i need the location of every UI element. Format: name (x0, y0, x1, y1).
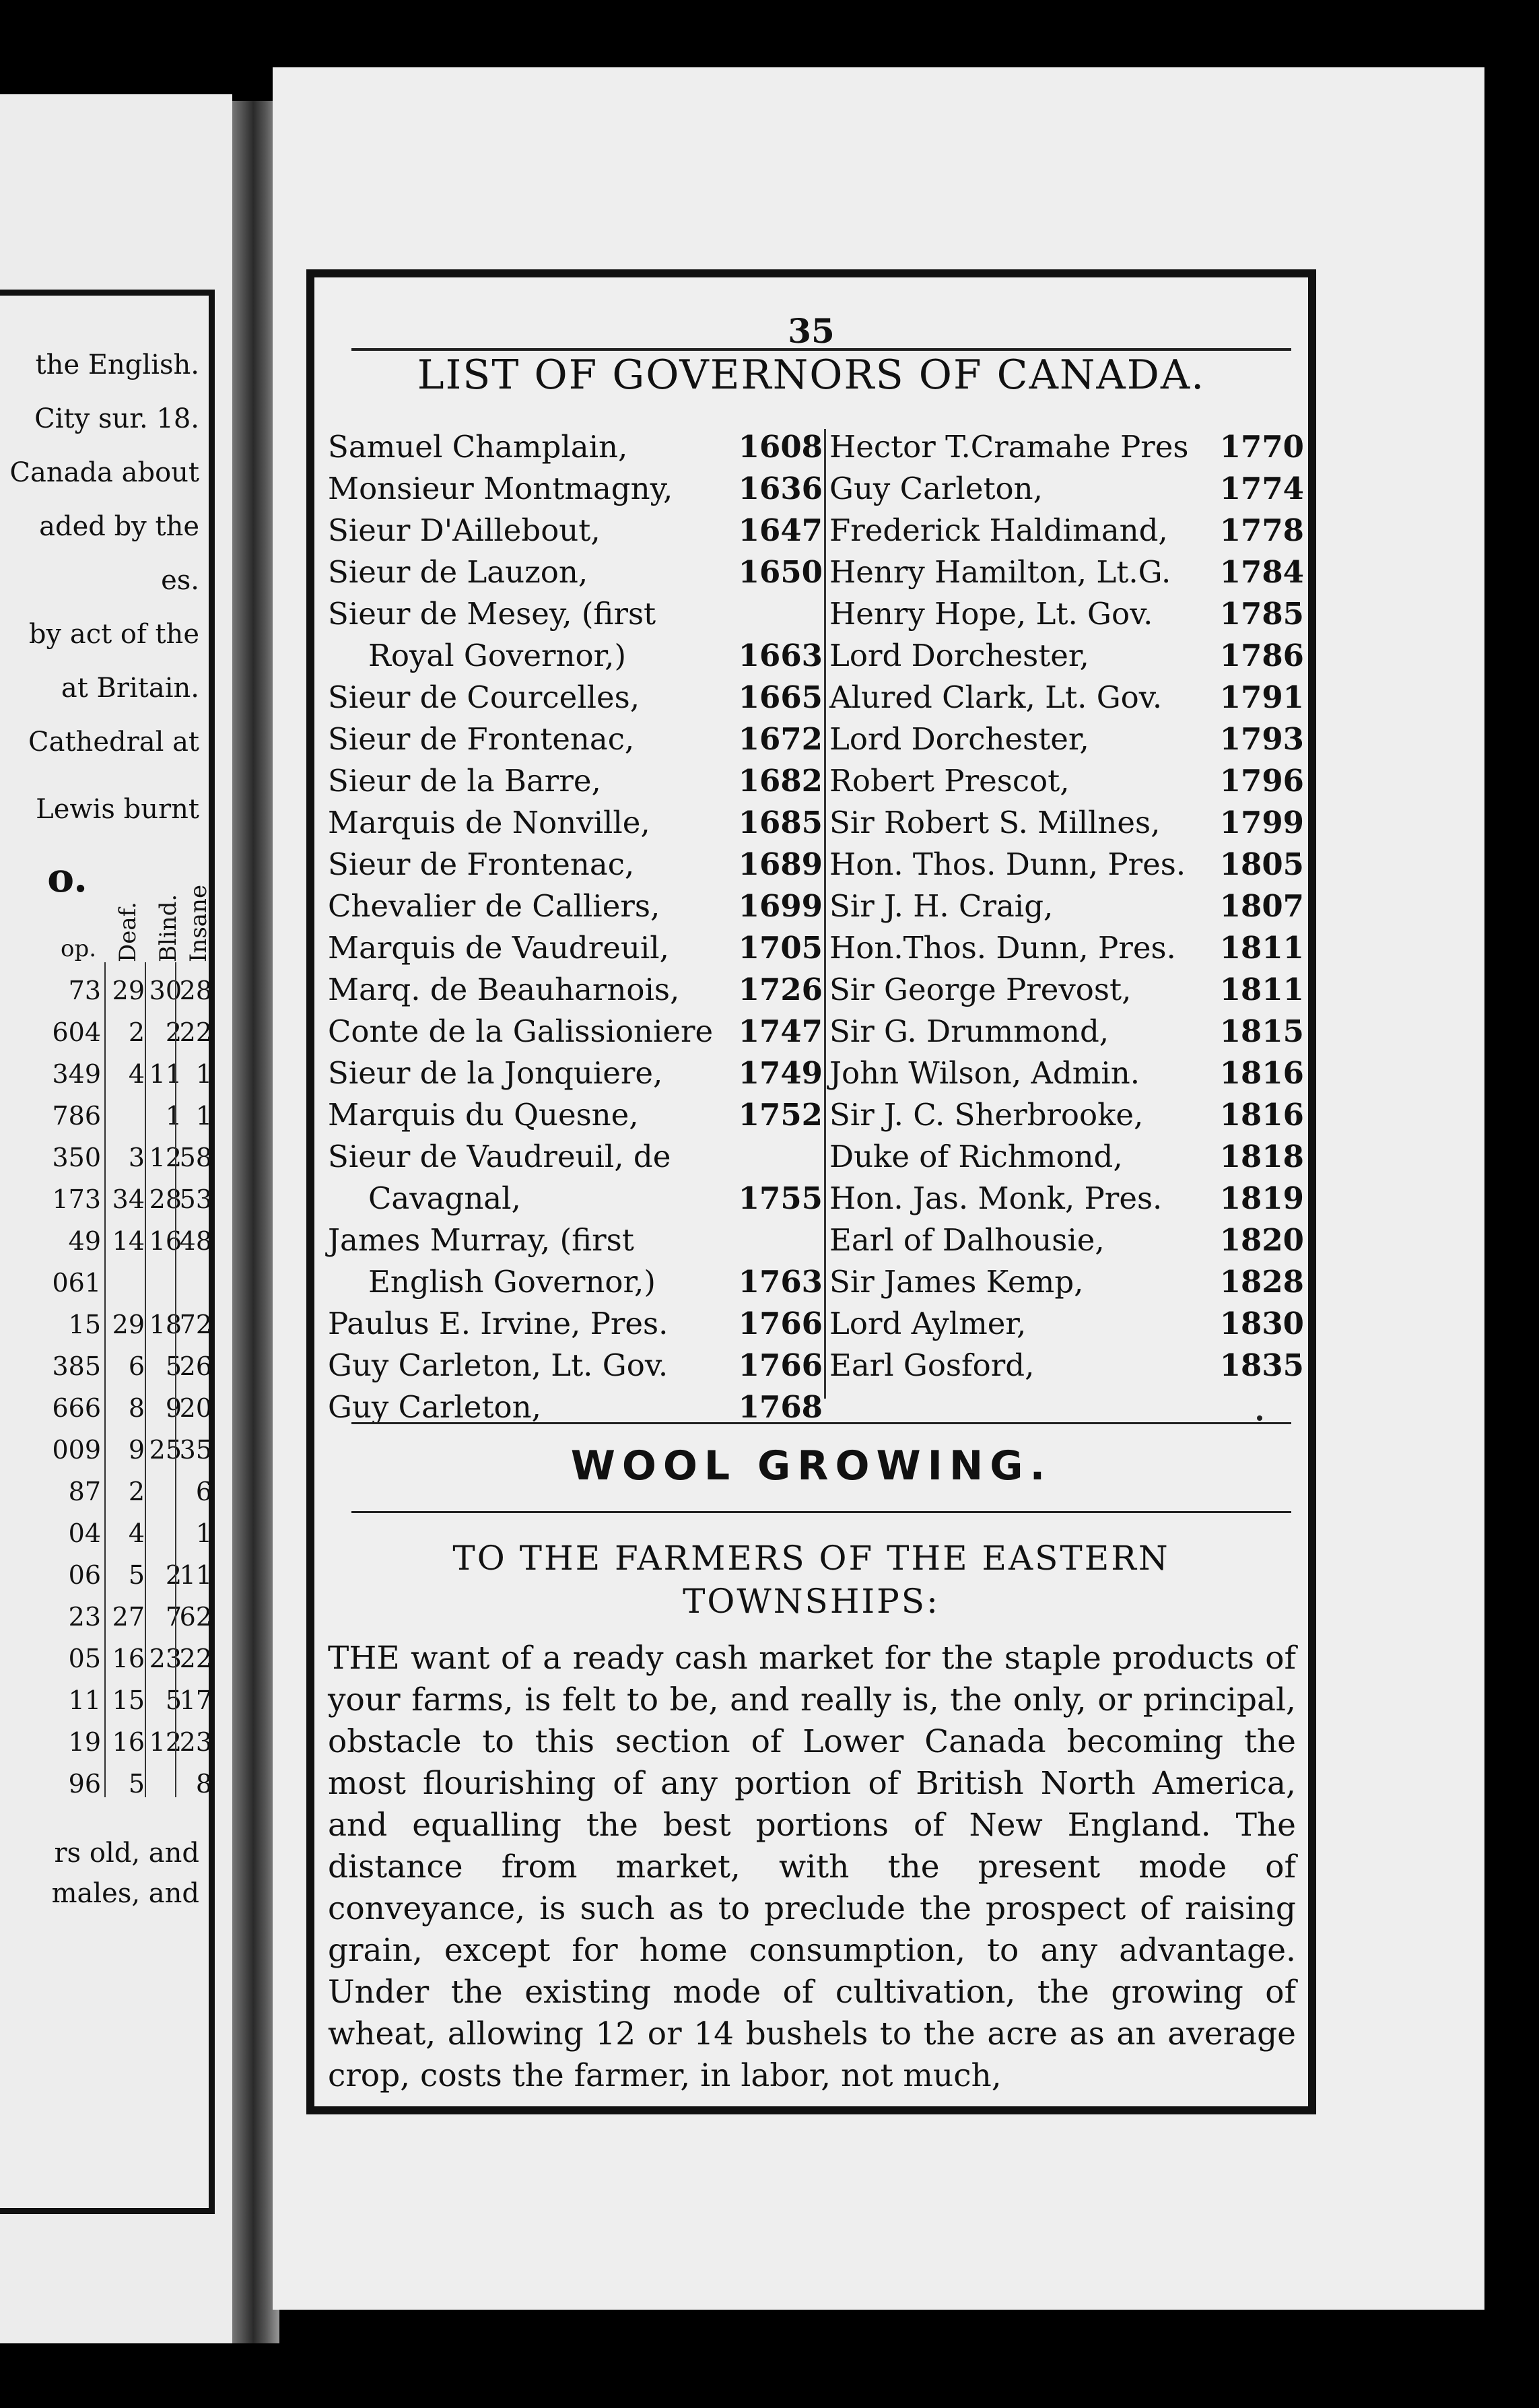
governor-entry (829, 512, 1304, 554)
table-cell: 1 (195, 1101, 212, 1131)
table-cell: 786 (52, 1101, 101, 1131)
governor-year: 1763 (738, 1264, 823, 1300)
table-cell: 385 (52, 1351, 101, 1381)
left-page (0, 94, 232, 2343)
governor-name: Hon. Thos. Dunn, Pres. (829, 846, 1186, 882)
table-cell: 16 (149, 1226, 182, 1256)
rule-middle (351, 1422, 1291, 1424)
governor-entry (829, 846, 1304, 888)
table-cell: 22 (179, 1017, 212, 1047)
governor-entry (328, 471, 823, 512)
governor-name: Lord Aylmer, (829, 1306, 1027, 1341)
table-cell: 20 (179, 1393, 212, 1423)
governor-year: 1726 (738, 972, 823, 1007)
governor-entry (328, 763, 823, 805)
table-cell: 87 (68, 1477, 101, 1506)
governor-entry (328, 1347, 823, 1389)
governor-name: Royal Governor,) (368, 638, 627, 673)
governor-entry (829, 471, 1304, 512)
governor-entry (829, 429, 1304, 471)
governor-name: Sieur de la Jonquiere, (328, 1055, 663, 1091)
governor-name: Henry Hamilton, Lt.G. (829, 554, 1171, 590)
governor-name: Sieur de Mesey, (first (328, 596, 656, 632)
table-cell: 15 (112, 1685, 145, 1715)
governor-year: 1705 (738, 930, 823, 966)
governor-entry (829, 1347, 1304, 1389)
governor-year: 1785 (1219, 596, 1304, 632)
governor-entry (328, 1389, 823, 1431)
governor-year: 1665 (738, 679, 823, 715)
left-page-line: Cathedral at (28, 727, 199, 758)
governor-entry (328, 1139, 823, 1180)
governor-year: 1820 (1219, 1222, 1304, 1258)
table-cell: 1 (195, 1059, 212, 1089)
rule-top (351, 348, 1291, 351)
governor-name: Conte de la Galissioniere (328, 1013, 714, 1049)
governor-name: Cavagnal, (368, 1180, 521, 1216)
table-cell: 48 (179, 1226, 212, 1256)
governor-entry (328, 1264, 823, 1306)
governor-name: Sieur de Courcelles, (328, 679, 640, 715)
left-page-footer-line: males, and (51, 1878, 199, 1909)
governor-entry (328, 805, 823, 846)
table-cell: 12 (149, 1143, 182, 1172)
governor-entry (829, 1013, 1304, 1055)
governor-entry (328, 1097, 823, 1139)
table-cell: 23 (179, 1727, 212, 1757)
governor-name: Paulus E. Irvine, Pres. (328, 1306, 669, 1341)
governor-entry (328, 596, 823, 638)
governor-name: Marq. de Beauharnois, (328, 972, 680, 1007)
governor-name: Alured Clark, Lt. Gov. (829, 679, 1163, 715)
governor-entry (328, 1222, 823, 1264)
table-cell: 62 (179, 1602, 212, 1632)
table-cell: 16 (112, 1644, 145, 1673)
table-header: Blind. (155, 894, 182, 962)
governor-name: Robert Prescot, (829, 763, 1070, 799)
governor-year: 1689 (738, 846, 823, 882)
page-number: 35 (788, 311, 835, 351)
governor-name: Duke of Richmond, (829, 1139, 1123, 1174)
left-page-footer-line: rs old, and (54, 1838, 199, 1869)
table-cell: 9 (165, 1393, 182, 1423)
governor-entry (829, 1222, 1304, 1264)
governor-name: Lord Dorchester, (829, 638, 1089, 673)
table-cell: 28 (179, 976, 212, 1005)
governor-year: 1828 (1219, 1264, 1304, 1300)
table-cell: 2 (128, 1477, 145, 1506)
table-cell: 30 (149, 976, 182, 1005)
governor-entry (829, 596, 1304, 638)
governor-entry (829, 1306, 1304, 1347)
governor-entry (829, 1055, 1304, 1097)
table-cell: 061 (52, 1268, 101, 1298)
table-cell: 04 (68, 1518, 101, 1548)
governor-name: Sieur de Frontenac, (328, 846, 635, 882)
governor-year: 1799 (1219, 805, 1304, 840)
governor-entry (829, 721, 1304, 763)
governor-name: Monsieur Montmagny, (328, 471, 673, 506)
table-cell: 2 (165, 1560, 182, 1590)
table-cell: 604 (52, 1017, 101, 1047)
table-cell: 49 (68, 1226, 101, 1256)
table-column-rule (175, 962, 176, 1797)
governor-year: 1818 (1219, 1139, 1304, 1174)
page-frame (306, 269, 1316, 2114)
governor-year: 1672 (738, 721, 823, 757)
table-cell: 8 (195, 1769, 212, 1799)
left-page-line: by act of the (28, 619, 199, 650)
governor-year: 1778 (1219, 512, 1304, 548)
governor-name: Sir J. C. Sherbrooke, (829, 1097, 1144, 1133)
stray-dot (1257, 1415, 1262, 1421)
table-column-rule (104, 962, 106, 1797)
governor-entry (328, 1055, 823, 1097)
left-page-line: Lewis burnt (36, 794, 199, 825)
table-cell: 06 (68, 1560, 101, 1590)
governor-entry (829, 554, 1304, 596)
left-page-line: at Britain. (61, 673, 199, 704)
governor-entry (328, 638, 823, 679)
governor-entry (328, 930, 823, 972)
governor-name: Marquis du Quesne, (328, 1097, 639, 1133)
governor-year: 1811 (1219, 930, 1304, 966)
governor-name: Earl of Dalhousie, (829, 1222, 1105, 1258)
governor-name: Hon.Thos. Dunn, Pres. (829, 930, 1176, 966)
table-cell: 27 (112, 1602, 145, 1632)
table-cell: 05 (68, 1644, 101, 1673)
governor-name: Sir James Kemp, (829, 1264, 1084, 1300)
governor-year: 1650 (738, 554, 823, 590)
governor-name: Sieur de Vaudreuil, de (328, 1139, 671, 1174)
table-cell: 26 (179, 1351, 212, 1381)
governor-name: Sieur de Lauzon, (328, 554, 588, 590)
governor-entry (829, 888, 1304, 930)
left-page-line: es. (161, 565, 199, 596)
table-cell: 23 (149, 1644, 182, 1673)
governor-entry (328, 679, 823, 721)
table-cell: 2 (165, 1017, 182, 1047)
governor-year: 1819 (1219, 1180, 1304, 1216)
governor-entry (328, 888, 823, 930)
table-cell: 12 (149, 1727, 182, 1757)
address-heading: TO THE FARMERS OF THE EASTERN TOWNSHIPS: (452, 1539, 1170, 1621)
table-cell: 009 (52, 1435, 101, 1465)
governor-entry (829, 930, 1304, 972)
governor-year: 1752 (738, 1097, 823, 1133)
table-cell: 8 (128, 1393, 145, 1423)
governor-year: 1815 (1219, 1013, 1304, 1049)
governor-year: 1647 (738, 512, 823, 548)
governor-entry (829, 1139, 1304, 1180)
table-cell: 666 (52, 1393, 101, 1423)
table-cell: 3 (128, 1143, 145, 1172)
left-page-frame (0, 290, 215, 2214)
table-column-rule (145, 962, 146, 1797)
table-cell: 2 (128, 1017, 145, 1047)
governor-year: 1807 (1219, 888, 1304, 924)
governor-name: Hector T.Cramahe Pres (829, 429, 1189, 465)
table-cell: 4 (128, 1518, 145, 1548)
table-cell: 34 (112, 1184, 145, 1214)
table-cell: 6 (128, 1351, 145, 1381)
left-page-heading-fragment: o. (47, 855, 88, 902)
table-cell: 11 (149, 1059, 182, 1089)
table-cell: 53 (179, 1184, 212, 1214)
governor-name: Hon. Jas. Monk, Pres. (829, 1180, 1163, 1216)
governor-year: 1774 (1219, 471, 1304, 506)
table-header: Insane (185, 884, 212, 962)
left-page-line: the English. (35, 349, 199, 380)
page-title: LIST OF GOVERNORS OF CANADA. (417, 352, 1206, 399)
governor-entry (328, 721, 823, 763)
governor-name: Samuel Champlain, (328, 429, 628, 465)
governor-year: 1768 (738, 1389, 823, 1425)
governor-year: 1805 (1219, 846, 1304, 882)
governor-year: 1608 (738, 429, 823, 465)
governor-entry (829, 638, 1304, 679)
table-cell: 173 (52, 1184, 101, 1214)
left-page-line: City sur. 18. (34, 403, 199, 434)
governor-year: 1663 (738, 638, 823, 673)
table-cell: 35 (179, 1435, 212, 1465)
governor-entry (829, 972, 1304, 1013)
table-cell: 58 (179, 1143, 212, 1172)
governor-year: 1749 (738, 1055, 823, 1091)
governor-year: 1766 (738, 1347, 823, 1383)
table-cell: 17 (179, 1685, 212, 1715)
table-cell: 349 (52, 1059, 101, 1089)
governor-year: 1811 (1219, 972, 1304, 1007)
governor-name: English Governor,) (368, 1264, 656, 1300)
governor-name: Chevalier de Calliers, (328, 888, 660, 924)
table-cell: 96 (68, 1769, 101, 1799)
table-cell: 9 (128, 1435, 145, 1465)
left-page-line: Canada about (9, 457, 199, 488)
governor-year: 1766 (738, 1306, 823, 1341)
governor-year: 1816 (1219, 1097, 1304, 1133)
governor-name: Marquis de Vaudreuil, (328, 930, 669, 966)
table-cell: 1 (165, 1101, 182, 1131)
table-cell: 5 (165, 1351, 182, 1381)
table-cell: 11 (179, 1560, 212, 1590)
governor-year: 1835 (1219, 1347, 1304, 1383)
table-cell: 25 (149, 1435, 182, 1465)
governor-name: Sir J. H. Craig, (829, 888, 1054, 924)
governor-year: 1747 (738, 1013, 823, 1049)
governor-year: 1793 (1219, 721, 1304, 757)
governor-entry (328, 512, 823, 554)
governor-year: 1791 (1219, 679, 1304, 715)
governor-name: Lord Dorchester, (829, 721, 1089, 757)
governor-name: Marquis de Nonville, (328, 805, 650, 840)
governor-year: 1770 (1219, 429, 1304, 465)
table-cell: 11 (68, 1685, 101, 1715)
table-cell: 72 (179, 1310, 212, 1339)
governor-name: Sieur de la Barre, (328, 763, 601, 799)
governor-entry (829, 1180, 1304, 1222)
governor-entry (829, 805, 1304, 846)
governor-entry (328, 972, 823, 1013)
governor-name: Guy Carleton, (829, 471, 1043, 506)
table-cell: 18 (149, 1310, 182, 1339)
table-cell: 5 (128, 1769, 145, 1799)
table-cell: 16 (112, 1727, 145, 1757)
governor-entry (829, 1097, 1304, 1139)
governor-entry (328, 1180, 823, 1222)
governor-name: John Wilson, Admin. (829, 1055, 1140, 1091)
left-page-line: aded by the (39, 511, 199, 542)
table-header: op. (61, 935, 97, 962)
governors-list-right (829, 429, 1304, 1389)
governor-entry (829, 679, 1304, 721)
governor-name: Sir G. Drummond, (829, 1013, 1109, 1049)
governor-name: Henry Hope, Lt. Gov. (829, 596, 1153, 632)
table-cell: 28 (149, 1184, 182, 1214)
column-divider (824, 429, 826, 1399)
governor-year: 1830 (1219, 1306, 1304, 1341)
article-body: THE want of a ready cash market for the staple products of your farms, is felt to be, and really is, the only, or principal, obstacle to this section of Lower Canada becoming the most flourishing of any portion of British North America, and equalling the best portions of New England. The distance from market, with the present mode of conveyance, is such as to preclude the prospect of raising grain, except for home consumption, to any advantage. Under the existing mode of cultivation, the growing of wheat, allowing 12 or 14 bushels to the acre as an average crop, costs the farmer, in labor, not much, (328, 1640, 1296, 2094)
table-cell: 15 (68, 1310, 101, 1339)
governor-entry (328, 1306, 823, 1347)
governors-list-left (328, 429, 823, 1431)
table-cell: 350 (52, 1143, 101, 1172)
table-cell: 29 (112, 976, 145, 1005)
governor-year: 1786 (1219, 638, 1304, 673)
governor-name: Frederick Haldimand, (829, 512, 1168, 548)
rule-section (351, 1511, 1291, 1513)
table-cell: 22 (179, 1644, 212, 1673)
table-header: Deaf. (114, 902, 141, 962)
governor-entry (328, 554, 823, 596)
governor-name: James Murray, (first (328, 1222, 634, 1258)
governor-year: 1636 (738, 471, 823, 506)
table-cell: 1 (195, 1518, 212, 1548)
governor-name: Sieur D'Aillebout, (328, 512, 601, 548)
table-cell: 6 (195, 1477, 212, 1506)
table-cell: 29 (112, 1310, 145, 1339)
governor-entry (328, 429, 823, 471)
governor-name: Sir George Prevost, (829, 972, 1132, 1007)
governor-name: Guy Carleton, Lt. Gov. (328, 1347, 669, 1383)
governor-name: Guy Carleton, (328, 1389, 541, 1425)
governor-entry (328, 846, 823, 888)
governor-name: Earl Gosford, (829, 1347, 1035, 1383)
governor-year: 1699 (738, 888, 823, 924)
governor-year: 1796 (1219, 763, 1304, 799)
governor-year: 1685 (738, 805, 823, 840)
table-cell: 23 (68, 1602, 101, 1632)
governor-entry (829, 1264, 1304, 1306)
governor-year: 1682 (738, 763, 823, 799)
table-cell: 5 (165, 1685, 182, 1715)
table-cell: 4 (128, 1059, 145, 1089)
table-cell: 73 (68, 976, 101, 1005)
governor-year: 1816 (1219, 1055, 1304, 1091)
governor-name: Sir Robert S. Millnes, (829, 805, 1161, 840)
governor-entry (328, 1013, 823, 1055)
table-cell: 14 (112, 1226, 145, 1256)
table-cell: 5 (128, 1560, 145, 1590)
table-cell: 19 (68, 1727, 101, 1757)
governor-year: 1784 (1219, 554, 1304, 590)
governor-entry (829, 763, 1304, 805)
table-cell: 7 (165, 1602, 182, 1632)
governor-year: 1755 (738, 1180, 823, 1216)
governor-name: Sieur de Frontenac, (328, 721, 635, 757)
section-title: WOOL GROWING. (570, 1442, 1052, 1490)
